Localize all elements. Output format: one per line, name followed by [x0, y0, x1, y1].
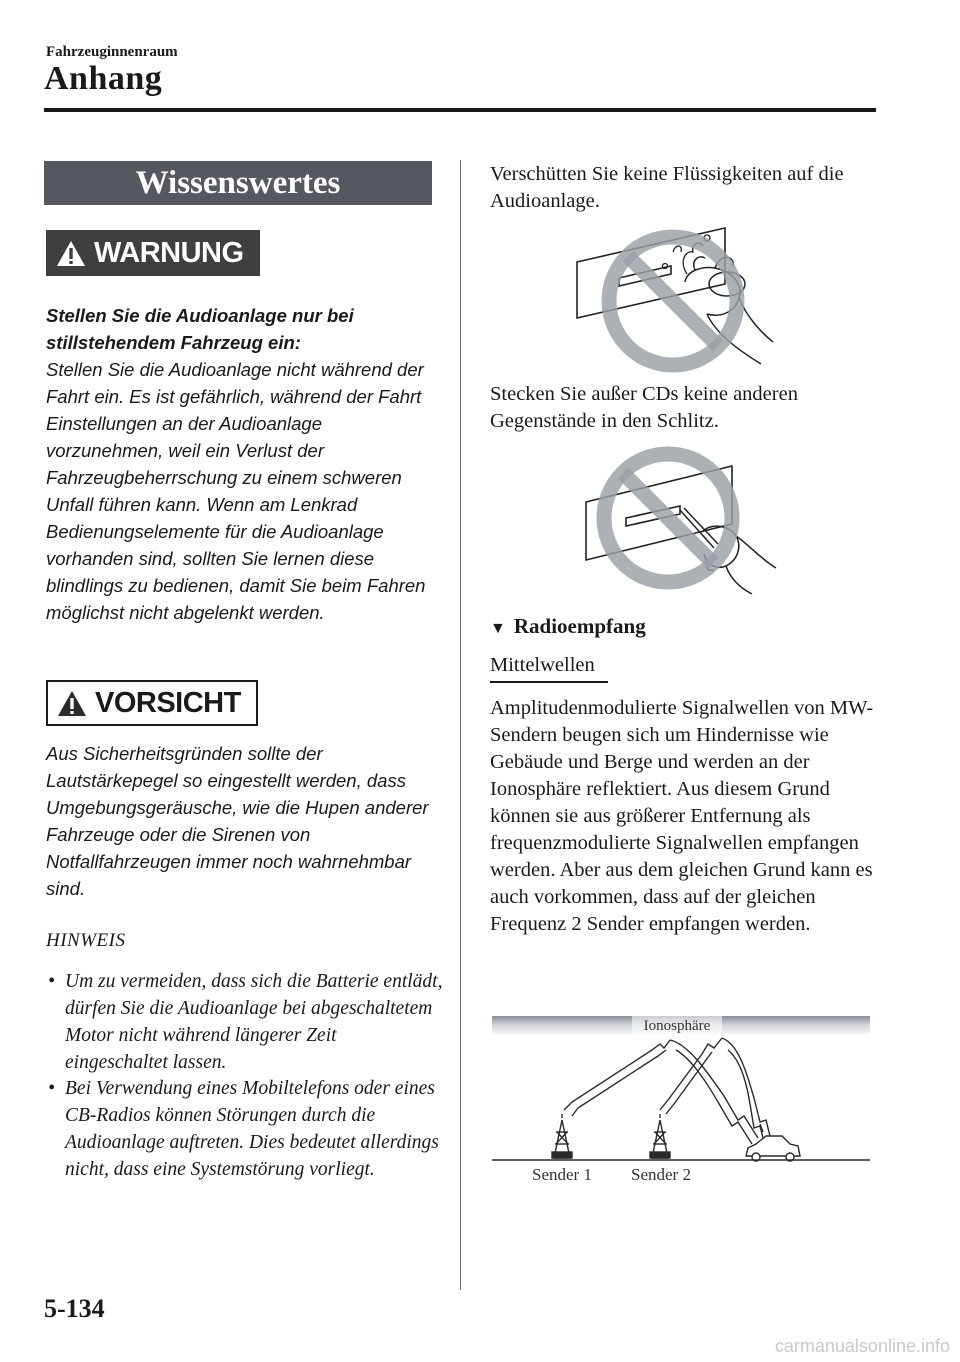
- car-icon: [746, 1124, 800, 1161]
- warning-body: Stellen Sie die Audioanlage nicht während der Fahrt ein. Es ist gefährlich, während der Fahrt Einstellungen an der Audioanlage vorzunehmen, weil ein Verlust der Fahrzeugbeherrschung zu einem schweren Unfall führen kann. Wenn am Lenkrad Bedienungselemente für die Audioanlage vorhanden sind, sollten Sie lernen diese blindlings zu bedienen, damit Sie beim Fahren möglichst nicht abgelenkt werden.: [46, 359, 426, 623]
- caution-badge: [46, 680, 258, 726]
- radio-section-heading: [490, 614, 646, 639]
- sender-1-label: Sender 1: [532, 1165, 592, 1184]
- bullet-marker: •: [48, 1077, 56, 1099]
- warning-title: Stellen Sie die Audioanlage nur bei stillstehendem Fahrzeug ein:: [46, 305, 354, 353]
- breadcrumb: Fahrzeuginnenraum: [46, 44, 178, 60]
- no-foreign-object-illustration: [580, 440, 780, 600]
- ionosphere-diagram: [492, 1010, 872, 1190]
- transmitter-tower-1-icon: [552, 1114, 572, 1158]
- heading-underline: [490, 681, 608, 683]
- section-marker-icon: ▼: [490, 620, 506, 637]
- signal-wave-paths: [564, 1038, 770, 1144]
- no-liquid-illustration: [575, 222, 775, 380]
- note-item-text: Bei Verwendung eines Mobiltelefons oder eines CB-Radios können Störungen durch die Audioanlage auftreten. Dies bedeutet allerdings nicht, dass eine Systemstörung vorliegt.: [65, 1078, 439, 1180]
- note-item: [48, 968, 443, 1076]
- note-item: [48, 1075, 443, 1183]
- spill-instruction: Verschütten Sie keine Flüssigkeiten auf die Audioanlage.: [490, 163, 844, 212]
- caution-label: VORSICHT: [95, 686, 241, 719]
- sender-2-label: Sender 2: [631, 1165, 691, 1184]
- column-divider: [460, 160, 461, 1290]
- chapter-title: Anhang: [44, 60, 163, 97]
- note-item-text: Um zu vermeiden, dass sich die Batterie entlädt, dürfen Sie die Audioanlage bei abgeschaltetem Motor nicht während längerer Zeit eingeschaltet lassen.: [65, 971, 443, 1073]
- page-number: 5-134: [44, 1294, 105, 1323]
- transmitter-tower-2-icon: [650, 1114, 670, 1158]
- insert-instruction: Stecken Sie außer CDs keine anderen Gegenstände in den Schlitz.: [490, 383, 798, 432]
- header-rule: [44, 108, 876, 112]
- warning-badge: [46, 230, 260, 276]
- medium-wave-body: Amplitudenmodulierte Signalwellen von MW-Sendern beugen sich um Hindernisse wie Gebäude und Berge und werden an der Ionosphäre reflektiert. Aus diesem Grund können sie aus größerer Entfernung als frequenzmodulierte Signalwellen empfangen werden. Aber aus dem gleichen Grund kann es auch vorkommen, dass auf der gleichen Frequenz 2 Sender empfangen werden.: [490, 697, 874, 935]
- section-heading: Wissenswertes: [44, 161, 432, 205]
- note-heading: HINWEIS: [46, 930, 126, 951]
- medium-wave-heading: Mittelwellen: [490, 654, 595, 676]
- radio-heading-text: Radioempfang: [513, 614, 646, 638]
- warning-triangle-icon: [56, 240, 86, 267]
- warning-label: WARNUNG: [94, 236, 244, 269]
- caution-body: Aus Sicherheitsgründen sollte der Lautstärkepegel so eingestellt werden, dass Umgebungsgeräusche, wie die Hupen anderer Fahrzeuge oder die Sirenen von Notfallfahrzeugen immer noch wahrnehmbar sind.: [46, 743, 429, 899]
- ionosphere-label: Ionosphäre: [643, 1018, 711, 1034]
- prohibition-sign-icon: [604, 454, 732, 582]
- caution-triangle-icon: [57, 690, 87, 717]
- prohibition-sign-icon: [609, 237, 737, 365]
- watermark: carmanualsonline.info: [774, 1336, 950, 1356]
- bullet-marker: •: [48, 970, 56, 992]
